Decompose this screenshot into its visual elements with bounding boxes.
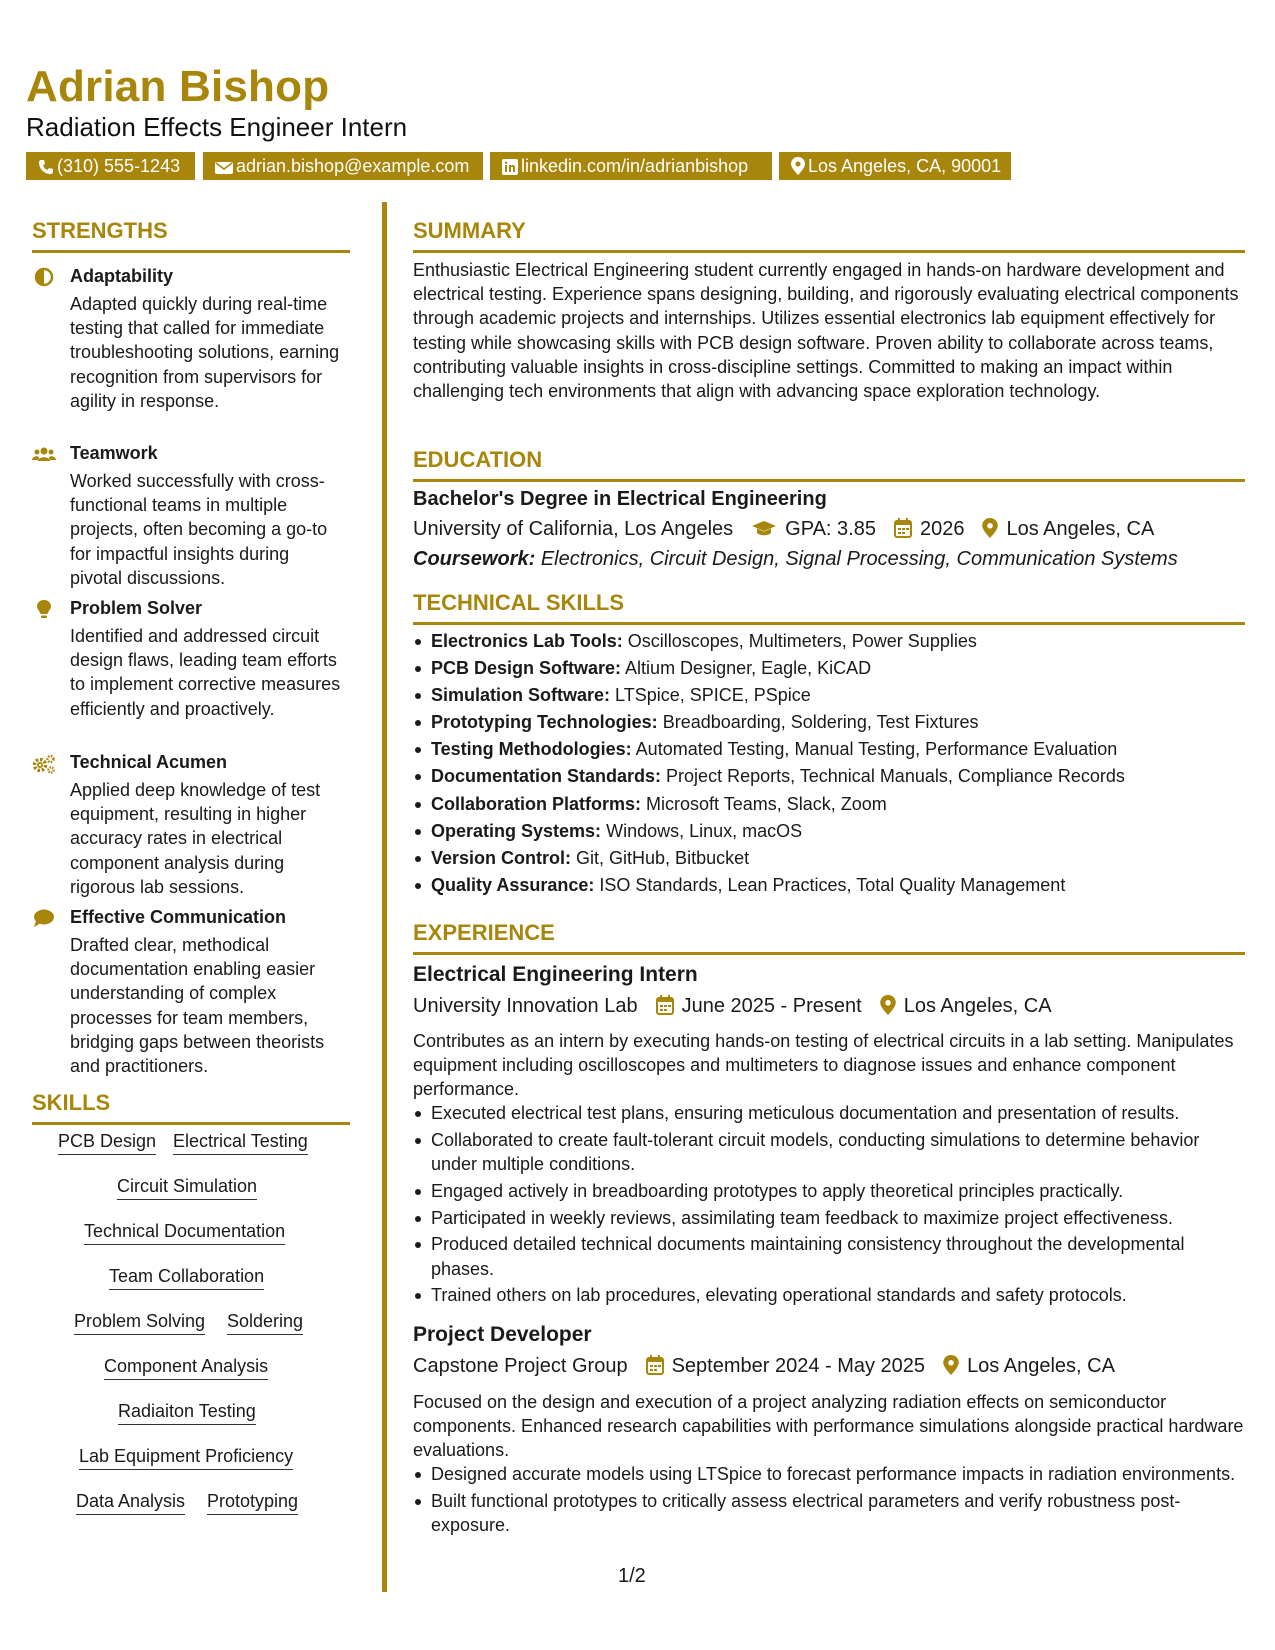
skill-tag: Technical Documentation (84, 1220, 285, 1245)
list-item: Trained others on lab procedures, elevating operational standards and safety protocols. (431, 1283, 1248, 1307)
strength-title: Technical Acumen (70, 752, 228, 772)
summary-text: Enthusiastic Electrical Engineering student currently engaged in hands-on hardware development and electrical testing. Experience spans designing, building, and rigorously evaluating electrical components through academic projects and internships. Utilizes essential electronics lab equipment effectively for testing while showcasing skills with PCB design software. Proven ability to collaborate across teams, contributing valuable insights in cross-discipline settings. Committed to making an impact within challenging tech environments that align with advancing space exploration technology. (413, 260, 1239, 402)
lightbulb-icon (32, 599, 56, 621)
page-number: 1/2 (618, 1565, 646, 1587)
envelope-icon (215, 161, 233, 175)
list-item (431, 656, 1248, 680)
skill-tag: Data Analysis (76, 1490, 185, 1515)
speech-bubble-icon (32, 908, 56, 930)
list-item: Participated in weekly reviews, assimilating team feedback to maximize project effectiveness. (431, 1206, 1248, 1230)
skill-category: Prototyping Technologies: (431, 712, 658, 733)
strength-desc: Identified and addressed circuit design flaws, leading team efforts to implement corrective measures efficiently and proactively. (70, 626, 341, 719)
coursework-label: Coursework: (413, 548, 536, 570)
list-item (431, 846, 1248, 870)
half-circle-icon (32, 267, 56, 289)
skill-tag: Component Analysis (104, 1355, 268, 1380)
strength-title: Adaptability (70, 266, 174, 286)
job-title: Electrical Engineering Intern (413, 963, 698, 986)
skill-category: Electronics Lab Tools: (431, 631, 623, 651)
technical-skills-list (413, 629, 1248, 900)
skill-tag: Lab Equipment Proficiency (79, 1445, 293, 1470)
list-item: Collaborated to create fault-tolerant circuit models, conducting simulations to determine behavior under multiple conditions. (431, 1128, 1248, 1176)
degree-title: Bachelor's Degree in Electrical Engineering (413, 488, 827, 510)
skill-tag: Circuit Simulation (117, 1175, 257, 1200)
list-item: Designed accurate models using LTSpice to forecast performance impacts in radiation environments. (431, 1462, 1248, 1486)
grad-year: 2026 (919, 518, 965, 540)
skills-heading: SKILLS (32, 1090, 350, 1125)
list-item (431, 819, 1248, 843)
job-summary: Focused on the design and execution of a project analyzing radiation effects on semiconductor components. Enhanced research capabilities with performance simulations alongside practical hardware evaluations. (413, 1392, 1244, 1461)
technical-skills-heading: TECHNICAL SKILLS (413, 590, 1245, 625)
skill-tag: Soldering (227, 1310, 303, 1335)
contact-location-text: Los Angeles, CA, 90001 (808, 156, 1002, 176)
skill-values: Git, GitHub, Bitbucket (576, 847, 750, 868)
list-item: Executed electrical test plans, ensuring meticulous documentation and presentation of results. (431, 1101, 1248, 1125)
skill-values: ISO Standards, Lean Practices, Total Quality Management (599, 874, 1066, 895)
skill-category: Testing Methodologies: (431, 739, 632, 760)
skill-values: Automated Testing, Manual Testing, Performance Evaluation (635, 739, 1118, 760)
list-item: Built functional prototypes to critically assess electrical parameters and verify robustness post-exposure. (431, 1489, 1248, 1537)
skill-values: Altium Designer, Eagle, KiCAD (625, 658, 872, 679)
skill-values: Windows, Linux, macOS (606, 820, 803, 841)
calendar-icon (646, 1355, 664, 1375)
skill-tag: Electrical Testing (173, 1130, 308, 1155)
list-item: Engaged actively in breadboarding prototypes to apply theoretical principles practically. (431, 1179, 1248, 1203)
job-summary: Contributes as an intern by executing hands-on testing of electrical circuits in a lab setting. Manipulates equipment including oscilloscopes and multimeters to diagnose issues and enhance component performance. (413, 1031, 1234, 1100)
calendar-icon (656, 995, 674, 1015)
coursework-list: Electronics, Circuit Design, Signal Processing, Communication Systems (540, 548, 1178, 570)
column-divider (382, 202, 387, 1592)
skill-category: Simulation Software: (431, 685, 611, 706)
graduation-cap-icon (751, 520, 777, 538)
job-location: Los Angeles, CA (967, 1355, 1115, 1377)
education-heading: EDUCATION (413, 447, 1245, 482)
job-title: Project Developer (413, 1323, 592, 1346)
experience-heading: EXPERIENCE (413, 920, 1245, 955)
list-item (431, 792, 1248, 816)
skill-category: Version Control: (431, 847, 572, 868)
job-dates: September 2024 - May 2025 (671, 1355, 926, 1377)
skill-values: Microsoft Teams, Slack, Zoom (646, 793, 887, 814)
phone-icon (38, 159, 54, 175)
contact-phone[interactable] (26, 152, 195, 180)
strength-title: Teamwork (70, 443, 158, 463)
contact-email-text: adrian.bishop@example.com (236, 156, 470, 176)
contact-location[interactable] (779, 152, 1011, 180)
candidate-name: Adrian Bishop (26, 62, 330, 111)
strengths-heading: STRENGTHS (32, 218, 350, 253)
strength-desc: Worked successfully with cross-functional teams in multiple projects, often becoming a go-to for impactful insights during pivotal discussions. (70, 471, 328, 588)
skill-category: Collaboration Platforms: (431, 793, 642, 814)
skill-tag: Prototyping (207, 1490, 298, 1515)
skill-values: LTSpice, SPICE, PSpice (615, 685, 811, 706)
job-org: Capstone Project Group (413, 1355, 628, 1377)
strength-title: Effective Communication (70, 907, 287, 927)
list-item (431, 629, 1248, 653)
users-icon (32, 444, 56, 466)
calendar-icon (894, 518, 912, 538)
job-meta (413, 1355, 1115, 1378)
summary-heading: SUMMARY (413, 218, 1245, 253)
strength-desc: Applied deep knowledge of test equipment, resulting in higher accuracy rates in electrical component analysis during rigorous lab sessions. (70, 780, 321, 897)
coursework (413, 548, 1178, 571)
linkedin-icon (502, 159, 518, 175)
gears-icon (32, 753, 56, 775)
education-location: Los Angeles, CA (1006, 518, 1155, 540)
candidate-title: Radiation Effects Engineer Intern (26, 112, 408, 142)
gpa: GPA: 3.85 (785, 518, 876, 540)
education-meta (413, 518, 1154, 541)
strength-title: Problem Solver (70, 598, 203, 618)
list-item (431, 737, 1248, 761)
map-pin-icon (880, 995, 896, 1015)
map-pin-icon (943, 1355, 959, 1375)
skill-category: Quality Assurance: (431, 874, 595, 895)
skill-category: Documentation Standards: (431, 766, 662, 787)
school-name: University of California, Los Angeles (413, 518, 734, 540)
skill-values: Oscilloscopes, Multimeters, Power Supplies (627, 631, 977, 651)
contact-email[interactable] (203, 152, 483, 180)
job-bullets (413, 1462, 1248, 1540)
job-org: University Innovation Lab (413, 995, 638, 1017)
skill-tag: Team Collaboration (109, 1265, 264, 1290)
contact-linkedin[interactable] (490, 152, 772, 180)
list-item (431, 764, 1248, 788)
list-item (431, 873, 1248, 897)
job-location: Los Angeles, CA (903, 995, 1052, 1017)
skill-values: Breadboarding, Soldering, Test Fixtures (662, 712, 979, 733)
list-item (431, 710, 1248, 734)
skill-category: Operating Systems: (431, 820, 602, 841)
skill-tag: PCB Design (58, 1130, 156, 1155)
strength-desc: Adapted quickly during real-time testing that called for immediate troubleshooting solutions, earning recognition from supervisors for agility in response. (70, 294, 340, 411)
skill-tag: Problem Solving (74, 1310, 205, 1335)
skill-category: PCB Design Software: (431, 658, 622, 679)
job-bullets (413, 1101, 1248, 1310)
contact-phone-text: (310) 555-1243 (57, 156, 181, 176)
skill-values: Project Reports, Technical Manuals, Compliance Records (666, 766, 1125, 787)
list-item (431, 683, 1248, 707)
list-item: Produced detailed technical documents maintaining consistency throughout the developmental phases. (431, 1232, 1248, 1280)
skill-tag: Radiaiton Testing (118, 1400, 256, 1425)
map-pin-icon (791, 157, 805, 175)
contact-linkedin-text: linkedin.com/in/adrianbishop (521, 156, 749, 176)
map-pin-icon (982, 518, 998, 538)
job-meta (413, 995, 1052, 1018)
job-dates: June 2025 - Present (681, 995, 862, 1017)
strength-desc: Drafted clear, methodical documentation enabling easier understanding of complex processes for team members, bridging gaps between theorists and practitioners. (70, 935, 325, 1077)
